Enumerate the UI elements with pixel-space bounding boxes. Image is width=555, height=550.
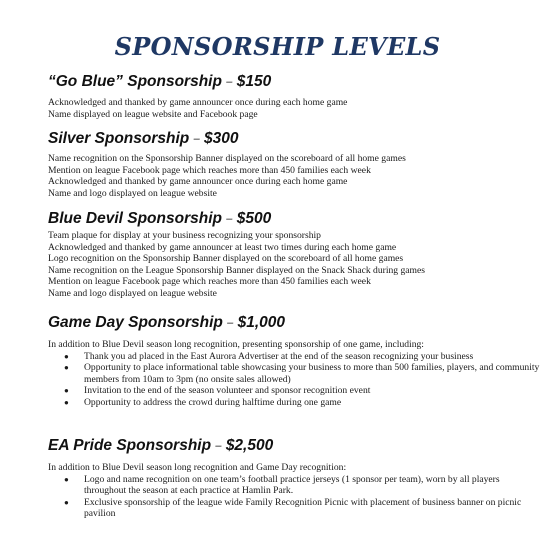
bullet-icon: ● <box>64 474 69 484</box>
sponsorship-level-go-blue <box>48 72 543 120</box>
benefit-line: Acknowledged and thanked by game announcer once during each home game <box>48 97 348 108</box>
benefit-line: Team plaque for display at your business recognizing your sponsorship <box>48 230 321 241</box>
benefit-list <box>48 351 543 409</box>
level-price: $1,000 <box>237 314 286 331</box>
list-item <box>48 385 543 397</box>
sponsorship-level-game-day <box>48 313 543 409</box>
benefit-line: Mention on league Facebook page which reaches more than 450 families each week <box>48 276 371 288</box>
list-item <box>48 351 543 363</box>
list-item-text: Opportunity to place informational table showcasing your business to more than 500 families, players, and community members from 10am to 3pm (no onsite sales allowed) <box>84 362 540 385</box>
bullet-icon: ● <box>64 386 69 396</box>
level-price: $300 <box>204 130 239 147</box>
level-price: $150 <box>236 73 272 90</box>
level-name: EA Pride Sponsorship <box>48 437 212 454</box>
bullet-icon: ● <box>64 351 69 361</box>
level-name: Game Day Sponsorship <box>48 314 223 331</box>
benefit-line: Logo recognition on the Sponsorship Banner displayed on the scoreboard of all home games <box>48 253 404 265</box>
sponsorship-level-silver <box>48 129 543 199</box>
section-heading: “Go Blue” Sponsorship – $150 <box>48 73 272 90</box>
section-heading: Silver Sponsorship – $300 <box>48 130 239 147</box>
list-item-text: Logo and name recognition on one team’s football practice jerseys (1 sponsor per team), worn by all players throughout the season at each practice at Hamlin Park. <box>84 473 500 497</box>
level-price: $2,500 <box>225 437 274 454</box>
benefit-line: Name displayed on league website and Facebook page <box>48 108 258 120</box>
benefit-line: Mention on league Facebook page which reaches more than 450 families each week <box>48 164 371 176</box>
level-price: $500 <box>236 210 272 227</box>
benefit-line: Name and logo displayed on league website <box>48 187 217 199</box>
list-item <box>48 497 543 520</box>
section-intro: In addition to Blue Devil season long recognition and Game Day recognition: <box>48 462 347 473</box>
level-name: Blue Devil Sponsorship <box>48 210 222 227</box>
benefit-line: Acknowledged and thanked by game announcer once during each home game <box>48 176 348 188</box>
benefit-line: Name recognition on the League Sponsorship Banner displayed on the Snack Shack during games <box>48 264 425 276</box>
bullet-icon: ● <box>64 497 69 507</box>
sponsorship-level-ea-pride <box>48 436 543 520</box>
benefit-line: Name and logo displayed on league website <box>48 287 217 299</box>
benefit-list <box>48 474 543 520</box>
section-heading: Blue Devil Sponsorship – $500 <box>48 210 272 227</box>
benefit-line: Name recognition on the Sponsorship Banner displayed on the scoreboard of all home games <box>48 153 406 164</box>
bullet-icon: ● <box>64 397 69 407</box>
list-item <box>48 397 543 409</box>
list-item-text: Opportunity to address the crowd during halftime during one game <box>84 396 342 408</box>
section-heading: EA Pride Sponsorship – $2,500 <box>48 437 274 454</box>
level-name: “Go Blue” Sponsorship <box>48 73 222 90</box>
sponsorship-level-blue-devil <box>48 209 543 300</box>
page-title: SPONSORSHIP LEVELS <box>114 32 441 61</box>
list-item-text: Thank you ad placed in the East Aurora Advertiser at the end of the season recognizing your business <box>84 350 474 362</box>
section-intro: In addition to Blue Devil season long recognition, presenting sponsorship of one game, including: <box>48 339 424 350</box>
list-item <box>48 474 543 497</box>
list-item-text: Exclusive sponsorship of the league wide Family Recognition Picnic with placement of business banner on picnic pavilion <box>84 496 522 520</box>
benefit-line: Acknowledged and thanked by game announcer at least two times during each home game <box>48 241 397 253</box>
list-item <box>48 362 543 385</box>
level-name: Silver Sponsorship <box>48 130 190 147</box>
bullet-icon: ● <box>64 363 69 373</box>
list-item-text: Invitation to the end of the season volunteer and sponsor recognition event <box>84 385 371 397</box>
section-heading: Game Day Sponsorship – $1,000 <box>48 314 286 331</box>
